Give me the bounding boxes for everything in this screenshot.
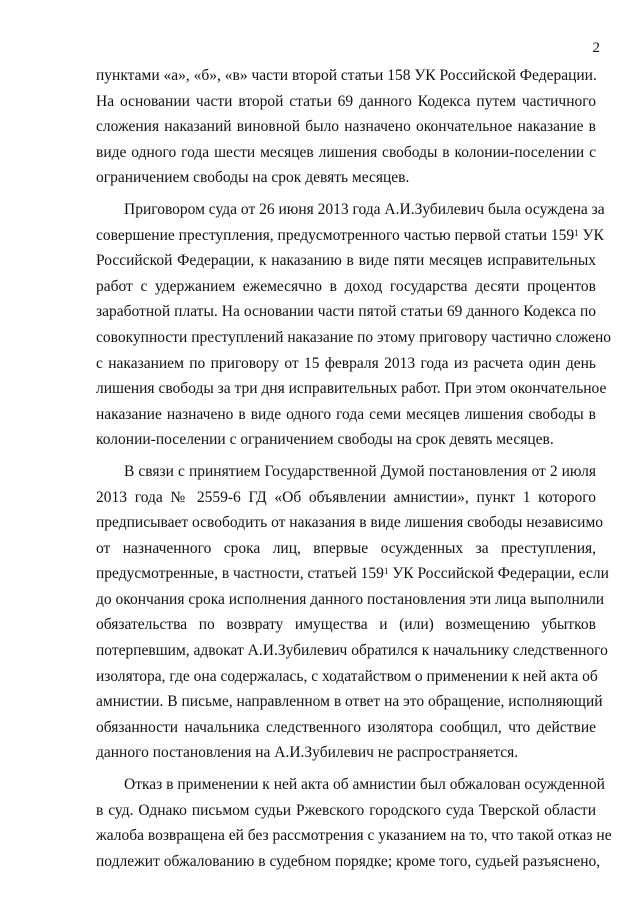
text-line: В связи с принятием Государственной Думой постановления от 2 июля bbox=[124, 462, 596, 480]
text-line-with-superscript bbox=[96, 561, 609, 587]
text-line: лишения свободы за три дня исправительных работ. При этом окончательное bbox=[96, 380, 607, 398]
text-line: обязанности начальника следственного изолятора сообщил, что действие bbox=[96, 718, 596, 736]
text-line: потерпевшим, адвокат А.И.Зубилевич обратился к начальнику следственного bbox=[96, 642, 608, 660]
text-line: данного постановления на А.И.Зубилевич не распространяется. bbox=[96, 744, 519, 762]
text-line: амнистии. В письме, направленном в ответ на это обращение, исполняющий bbox=[96, 693, 603, 711]
paragraph-2 bbox=[96, 197, 612, 453]
text-line: виде одного года шести месяцев лишения свободы в колонии-поселении с bbox=[96, 143, 596, 161]
text-line: 2013 года № 2559-6 ГД «Об объявлении амнистии», пункт 1 которого bbox=[96, 488, 596, 506]
text-line: Российской Федерации, к наказанию в виде пяти месяцев исправительных bbox=[96, 252, 596, 270]
paragraph-4 bbox=[96, 772, 612, 874]
text-segment: УК bbox=[578, 226, 604, 244]
text-line: жалоба возвращена ей без рассмотрения с указанием на то, что такой отказ не bbox=[96, 827, 612, 845]
text-line: подлежит обжалованию в судебном порядке; кроме того, судьей разъяснено, bbox=[96, 852, 601, 870]
text-segment: совершение преступления, предусмотренного частью первой статьи 159 bbox=[96, 226, 575, 244]
superscript: 1 bbox=[574, 227, 579, 238]
text-line: Отказ в применении к ней акта об амнистии был обжалован осужденной bbox=[124, 776, 605, 794]
paragraph-1 bbox=[96, 63, 596, 191]
text-line: ограничением свободы на срок девять месяцев. bbox=[96, 169, 410, 187]
document-body bbox=[96, 63, 612, 874]
text-line-with-superscript bbox=[96, 223, 604, 249]
text-line: от назначенного срока лиц, впервые осужденных за преступления, bbox=[96, 539, 596, 557]
text-segment: предусмотренные, в частности, статьей 159 bbox=[96, 565, 384, 583]
text-line: наказание назначено в виде одного года семи месяцев лишения свободы в bbox=[96, 405, 596, 423]
text-segment: УК Российской Федерации, если bbox=[388, 565, 609, 583]
text-line: Приговором суда от 26 июня 2013 года А.И.Зубилевич была осуждена за bbox=[124, 200, 605, 218]
superscript: 1 bbox=[383, 566, 389, 577]
text-line: обязательства по возврату имущества и (или) возмещению убытков bbox=[96, 616, 596, 634]
paragraph-3 bbox=[96, 459, 609, 766]
text-line: предписывает освободить от наказания в виде лишения свободы независимо bbox=[96, 514, 604, 532]
text-line: На основании части второй статьи 69 данного Кодекса путем частичного bbox=[96, 92, 596, 110]
text-line: заработной платы. На основании части пятой статьи 69 данного Кодекса по bbox=[96, 303, 596, 321]
text-line: изолятора, где она содержалась, с ходатайством о применении к ней акта об bbox=[96, 667, 598, 685]
text-line: в суд. Однако письмом судьи Ржевского городского суда Тверской области bbox=[96, 801, 596, 819]
text-line: пунктами «а», «б», «в» части второй статьи 158 УК Российской Федерации. bbox=[96, 67, 597, 84]
text-line: с наказанием по приговору от 15 февраля 2013 года из расчета один день bbox=[96, 354, 596, 372]
text-line: колонии-поселении с ограничением свободы на срок девять месяцев. bbox=[96, 431, 554, 449]
text-line: совокупности преступлений наказание по этому приговору частично сложено bbox=[96, 328, 612, 346]
text-line: работ с удержанием ежемесячно в доход государства десяти процентов bbox=[96, 277, 596, 295]
text-line: сложения наказаний виновной было назначено окончательное наказание в bbox=[96, 118, 596, 136]
page-number: 2 bbox=[592, 40, 600, 56]
text-line: до окончания срока исполнения данного постановления эти лица выполнили bbox=[96, 590, 605, 608]
